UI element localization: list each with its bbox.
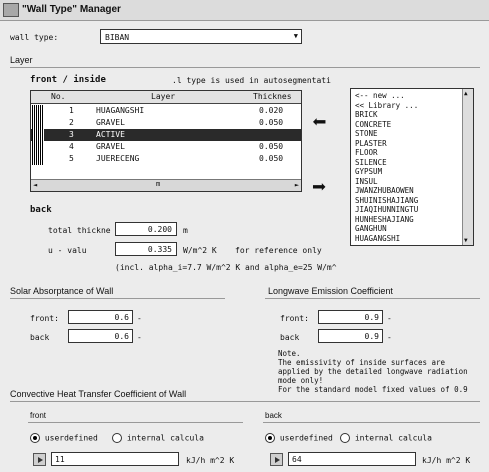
cell-thickness: 0.020 xyxy=(259,106,284,115)
conv-front-radio-userdefined[interactable] xyxy=(30,433,98,443)
solar-title: Solar Absorptance of Wall xyxy=(10,286,114,296)
solar-back-field[interactable]: 0.6 xyxy=(68,329,133,343)
longwave-back-label: back xyxy=(280,333,300,342)
arrow-right-icon[interactable]: ➡ xyxy=(312,173,327,201)
app-icon xyxy=(3,3,19,17)
library-list[interactable] xyxy=(350,88,474,246)
library-item[interactable]: INSUL xyxy=(355,176,378,186)
library-item[interactable]: BRICK xyxy=(355,110,378,119)
u-value-label: u - valu xyxy=(48,246,87,255)
solar-front-dash: - xyxy=(137,314,142,323)
conv-front-field[interactable]: 11 xyxy=(51,452,179,466)
conv-front-opt1-label: userdefined xyxy=(44,433,98,443)
scroll-right-icon[interactable]: ► xyxy=(294,181,299,189)
radio-selected-icon xyxy=(265,433,275,443)
note-line: The emissivity of inside surfaces are xyxy=(278,358,446,367)
note-line: applied by the detailed longwave radiation xyxy=(278,367,468,376)
chevron-down-icon: ▼ xyxy=(293,32,298,40)
longwave-title: Longwave Emission Coefficient xyxy=(268,286,393,296)
u-value-unit: W/m^2 K xyxy=(183,246,217,255)
conv-back-unit: kJ/h m^2 K xyxy=(422,456,471,465)
row-marker xyxy=(32,105,44,117)
layer-table[interactable] xyxy=(30,90,302,192)
table-row[interactable] xyxy=(31,153,301,165)
cell-layer: HUAGANGSHI xyxy=(96,106,145,115)
library-item[interactable]: JWANZHUBAOWEN xyxy=(355,186,414,195)
radio-icon xyxy=(340,433,350,443)
library-item[interactable]: FLOOR xyxy=(355,148,378,157)
longwave-back-field[interactable]: 0.9 xyxy=(318,329,383,343)
conv-back-radio-internal[interactable] xyxy=(340,433,432,443)
layer-section-title: Layer xyxy=(10,55,33,65)
radio-selected-icon xyxy=(30,433,40,443)
window-title: "Wall Type" Manager xyxy=(22,4,121,15)
row-marker xyxy=(32,117,44,129)
col-layer: Layer xyxy=(151,92,176,101)
conv-back-field[interactable]: 64 xyxy=(288,452,416,466)
conv-front-title: front xyxy=(30,411,47,420)
play-icon[interactable] xyxy=(270,453,283,466)
autosegment-note: .l type is used in autosegmentati xyxy=(172,76,331,85)
wall-type-value: BIBAN xyxy=(105,33,130,42)
table-row[interactable] xyxy=(31,141,301,153)
total-thickness-label: total thickne xyxy=(48,226,111,235)
solar-front-field[interactable]: 0.6 xyxy=(68,310,133,324)
library-item[interactable]: <-- new ... xyxy=(355,91,405,100)
conv-front-radio-internal[interactable] xyxy=(112,433,204,443)
back-title: back xyxy=(30,205,52,215)
table-row[interactable] xyxy=(31,129,301,141)
row-marker xyxy=(32,153,44,165)
horizontal-scrollbar[interactable] xyxy=(31,179,301,191)
cell-layer: GRAVEL xyxy=(96,118,125,127)
table-row[interactable] xyxy=(31,105,301,117)
longwave-back-dash: - xyxy=(387,333,392,342)
cell-no: 2 xyxy=(69,118,74,127)
divider xyxy=(10,67,480,68)
wall-type-select[interactable] xyxy=(100,29,302,44)
longwave-note xyxy=(278,349,483,395)
vertical-scrollbar[interactable] xyxy=(462,89,473,245)
longwave-front-dash: - xyxy=(387,314,392,323)
cell-no: 5 xyxy=(69,154,74,163)
cell-layer: GRAVEL xyxy=(96,142,125,151)
table-header xyxy=(31,91,301,104)
incl-note: (incl. alpha_i=7.7 W/m^2 K and alpha_e=25 W/m^ xyxy=(115,263,337,272)
conv-front-opt2-label: internal calcula xyxy=(126,433,204,443)
scroll-up-icon[interactable]: ▲ xyxy=(464,90,468,97)
scroll-thumb[interactable]: m xyxy=(156,180,161,188)
note-line: mode only! xyxy=(278,376,324,385)
convective-title: Convective Heat Transfer Coefficient of Wall xyxy=(10,389,187,399)
library-item[interactable]: PLASTER xyxy=(355,138,387,148)
col-no: No. xyxy=(51,92,66,101)
note-line: For the standard model fixed values of 0.9 xyxy=(278,385,468,394)
divider xyxy=(265,298,480,299)
conv-back-radio-userdefined[interactable] xyxy=(265,433,333,443)
longwave-front-label: front: xyxy=(280,314,309,323)
wall-type-label: wall type: xyxy=(10,33,59,42)
scroll-down-icon[interactable]: ▼ xyxy=(464,237,468,244)
divider xyxy=(10,401,480,402)
divider xyxy=(263,422,480,423)
library-item[interactable]: SHUINISHAJIANG xyxy=(355,195,419,205)
cell-thickness: 0.050 xyxy=(259,142,284,151)
radio-icon xyxy=(112,433,122,443)
longwave-front-field[interactable]: 0.9 xyxy=(318,310,383,324)
library-item[interactable]: CONCRETE xyxy=(355,119,392,129)
divider xyxy=(28,422,243,423)
u-value-field: 0.335 xyxy=(115,242,177,256)
total-thickness-field: 0.200 xyxy=(115,222,177,236)
library-item[interactable]: JIAQIHUNNINGTU xyxy=(355,205,419,214)
solar-back-label: back xyxy=(30,333,50,342)
divider xyxy=(10,298,225,299)
solar-front-label: front: xyxy=(30,314,59,323)
cell-thickness: 0.050 xyxy=(259,118,284,127)
table-row[interactable] xyxy=(31,117,301,129)
u-value-note: for reference only xyxy=(235,246,322,255)
cell-layer: JUERECENG xyxy=(96,154,140,163)
cell-no: 4 xyxy=(69,142,74,151)
library-item[interactable]: STONE xyxy=(355,129,378,138)
cell-thickness: 0.050 xyxy=(259,154,284,163)
front-inside-title: front / inside xyxy=(30,75,106,85)
library-item[interactable]: HUNHESHAJIANG xyxy=(355,214,414,224)
conv-back-opt1-label: userdefined xyxy=(279,433,333,443)
play-icon[interactable] xyxy=(33,453,46,466)
cell-no: 3 xyxy=(69,130,74,139)
conv-front-unit: kJ/h m^2 K xyxy=(186,456,235,465)
conv-back-opt2-label: internal calcula xyxy=(354,433,432,443)
library-item[interactable]: HUAGANGSHI xyxy=(355,233,401,243)
cell-layer: ACTIVE xyxy=(96,130,125,139)
cell-no: 1 xyxy=(69,106,74,115)
library-item[interactable]: GANGHUN xyxy=(355,224,387,233)
scroll-left-icon[interactable]: ◄ xyxy=(33,181,38,189)
note-line: Note. xyxy=(278,349,301,358)
solar-back-dash: - xyxy=(137,333,142,342)
conv-back-title: back xyxy=(265,411,282,420)
arrow-left-icon[interactable]: ⬅ xyxy=(312,108,327,136)
col-thickness: Thicknes xyxy=(253,92,292,101)
row-marker xyxy=(32,141,44,153)
library-item[interactable]: SILENCE xyxy=(355,157,387,167)
row-marker xyxy=(32,129,44,141)
library-item[interactable]: GYPSUM xyxy=(355,167,383,176)
thickness-unit: m xyxy=(183,226,188,235)
library-item[interactable]: << Library ... xyxy=(355,100,419,110)
